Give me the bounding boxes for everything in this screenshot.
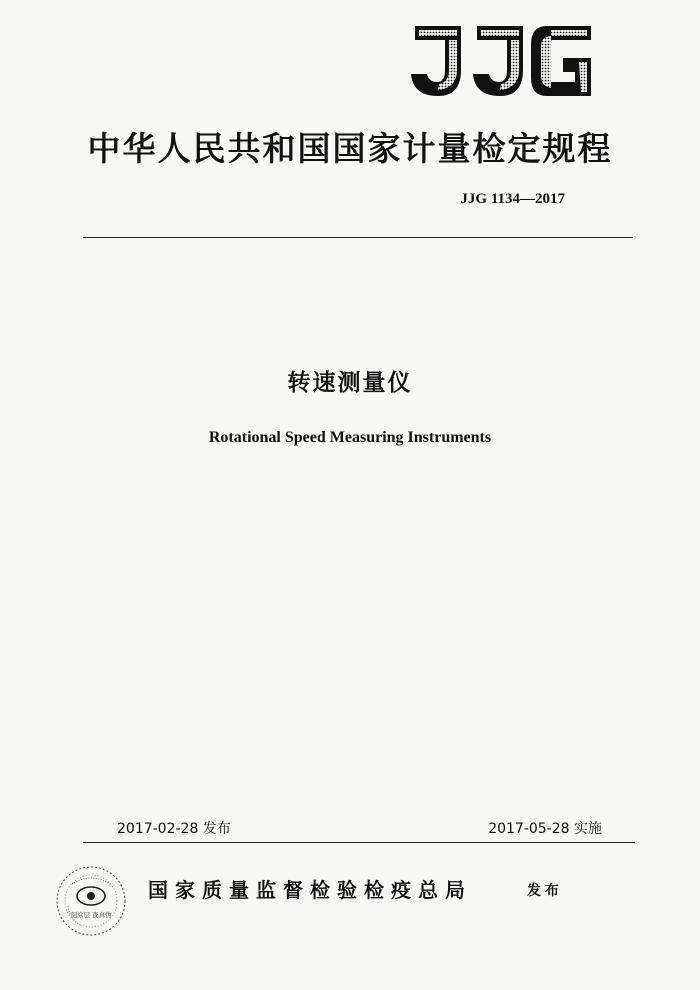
divider-bottom [83,842,635,843]
anti-counterfeit-stamp [52,862,130,940]
divider-top [83,237,633,238]
document-title-english: Rotational Speed Measuring Instruments [208,429,492,446]
issuing-authority: 国家质量监督检验检疫总局 [148,878,472,902]
organization-title: 中华人民共和国国家计量检定规程 [87,129,613,168]
stamp-text: 刻涂层 查真伪 [70,911,112,919]
issue-suffix: 发布 [527,883,563,899]
implementation-date: 2017-05-28 实施 [488,821,602,837]
document-title-chinese: 转速测量仪 [287,370,413,396]
issue-date: 2017-02-28 发布 [117,821,231,837]
standard-code: JJG 1134—2017 [460,191,565,207]
jjg-logo [405,22,595,100]
